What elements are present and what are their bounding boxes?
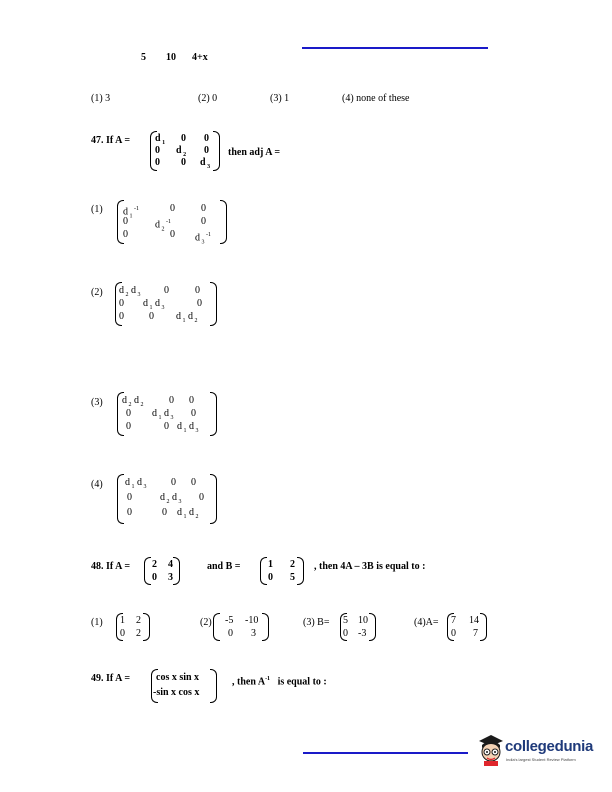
q46-option-1: (1) 3: [91, 93, 111, 104]
q47-option-3-matrix: d $_2$ d $_2$ 0 0 0 d $_1$ d $_3$ 0 0 0 d $_1$ d $_3$: [117, 392, 217, 436]
q46-option-3: (3) 1: [270, 93, 290, 104]
q48-suffix: , then 4A – 3B is equal to :: [314, 561, 426, 572]
q47-matrix-a: d $_1$ 0 0 0 d $_2$ 0 0 0 d $_3$: [150, 131, 220, 171]
q47-option-4-matrix: d $_1$ d $_3$ 0 0 0 d $_2$ d $_3$ 0 0 0 d $_1$ d $_2$: [117, 474, 217, 524]
q47-option-2-label: (2): [91, 287, 103, 298]
q48-prefix: 48. If A =: [91, 561, 131, 572]
q46-option-4: (4) none of these: [342, 93, 410, 104]
top-row-value-3: 4+x: [192, 52, 208, 63]
q47-option-2-matrix: d $_2$ d $_3$ 0 0 0 d $_1$ d $_3$ 0 0 0 d $_1$ d $_2$: [115, 282, 217, 326]
q48-option-3-label: (3) B=: [303, 617, 330, 628]
q47-suffix: then adj A =: [228, 147, 281, 158]
q48-matrix-a: 2 4 0 3: [144, 557, 180, 585]
collegedunia-logo: [476, 732, 596, 772]
q48-option-2-matrix: -5 -10 0 3: [213, 613, 269, 641]
mascot-icon: [476, 732, 506, 766]
top-blue-rule: [302, 47, 488, 49]
logo-tagline: India's largest Student Review Platform: [506, 757, 576, 762]
q47-option-4-label: (4): [91, 479, 103, 490]
q48-option-2-label: (2): [200, 617, 212, 628]
q48-option-3-matrix: 5 10 0 -3: [340, 613, 376, 641]
q47-option-3-label: (3): [91, 397, 103, 408]
q48-option-4-label: (4)A=: [414, 617, 439, 628]
q48-option-4-matrix: 7 14 0 7: [447, 613, 487, 641]
q47-option-1-label: (1): [91, 204, 103, 215]
logo-wordmark: collegedunia: [505, 738, 594, 755]
bottom-blue-rule: [303, 752, 468, 754]
q48-and-b-label: and B =: [207, 561, 241, 572]
q49-prefix: 49. If A =: [91, 673, 131, 684]
top-row-value-2: 10: [166, 52, 176, 63]
q47-prefix: 47. If A =: [91, 135, 131, 146]
q48-matrix-b: 1 2 0 5: [260, 557, 304, 585]
q47-option-1-matrix: d $_1$ $^{-1}$ 0 0 0 d $_2$ $^{-1}$ 0 0 0 d $_3$ $^{-1}$: [117, 200, 227, 244]
q48-option-1-matrix: 1 2 0 2: [116, 613, 150, 641]
q48-option-1-label: (1): [91, 617, 103, 628]
q49-inverse-superscript: -1: [265, 676, 271, 682]
q49-suffix: , then $A^{-1}$ is equal to :: [232, 676, 327, 688]
top-row-value-1: 5: [141, 52, 146, 63]
q49-matrix-a: cos x sin x -sin x cos x: [151, 669, 217, 703]
q46-option-2: (2) 0: [198, 93, 218, 104]
